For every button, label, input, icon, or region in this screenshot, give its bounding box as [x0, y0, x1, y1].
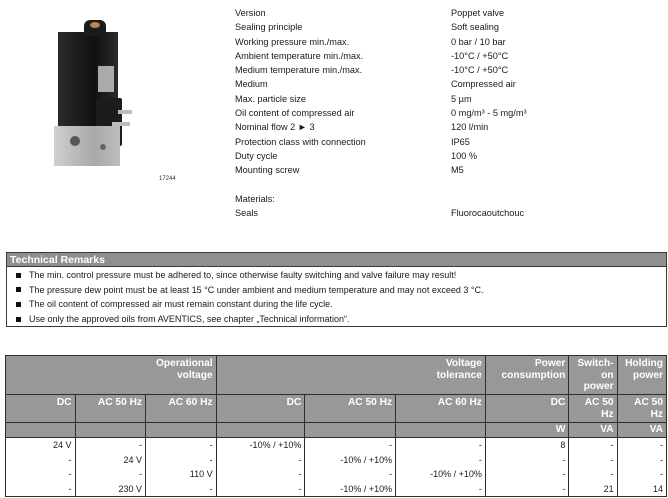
unit-cell — [396, 423, 486, 438]
remark-item — [7, 268, 666, 283]
remark-text: Use only the approved oils from AVENTICS, see chapter „Technical information“. — [29, 313, 350, 324]
unit-cell: VA — [569, 423, 617, 438]
table-cell: 24 V — [75, 453, 146, 468]
table-cell: 230 V — [75, 482, 146, 497]
table-cell: - — [485, 482, 568, 497]
table-cell: - — [485, 453, 568, 468]
table-unit-row — [6, 423, 667, 438]
table-cell: - — [146, 453, 217, 468]
unit-cell — [6, 423, 76, 438]
spec-value: M5 — [451, 165, 464, 176]
spec-label: Mounting screw — [235, 165, 300, 176]
spec-label: Medium — [235, 79, 268, 90]
remark-text: The pressure dew point must be at least 15 °C under ambient and medium temperature and may not exceed 3 °C. — [29, 284, 484, 295]
table-cell: - — [569, 453, 617, 468]
unit-cell — [305, 423, 396, 438]
table-cell: - — [569, 467, 617, 482]
spacer — [235, 178, 651, 192]
spec-value: 0 mg/m³ - 5 mg/m³ — [451, 108, 527, 119]
table-cell: 8 — [485, 438, 568, 453]
valve-port-top — [90, 22, 100, 28]
spec-value: 5 µm — [451, 93, 472, 104]
table-row — [6, 453, 667, 468]
table-cell: - — [216, 482, 305, 497]
subheader: DC — [216, 395, 305, 423]
header-holding-power: Holding power — [617, 356, 666, 395]
table-cell: - — [485, 467, 568, 482]
connector-pin — [118, 110, 132, 114]
valve-port — [70, 136, 80, 146]
spec-value: Compressed air — [451, 79, 516, 90]
table-row — [6, 438, 667, 453]
valve-port — [100, 144, 106, 150]
spec-value: Fluorocaoutchouc — [451, 208, 525, 219]
spec-label: Working pressure min./max. — [235, 36, 350, 47]
subheader: AC 50 Hz — [617, 395, 666, 423]
spec-label: Sealing principle — [235, 22, 303, 33]
spec-label: Max. particle size — [235, 93, 306, 104]
spec-row — [235, 6, 651, 20]
subheader: AC 60 Hz — [146, 395, 217, 423]
table-row — [6, 482, 667, 497]
technical-remarks — [6, 252, 667, 327]
table-cell: - — [146, 438, 217, 453]
table-cell: - — [305, 467, 396, 482]
spec-row — [235, 106, 651, 120]
header-voltage-tolerance: Voltage tolerance — [216, 356, 485, 395]
table-cell: - — [305, 438, 396, 453]
remark-item — [7, 283, 666, 298]
remarks-list — [7, 267, 666, 326]
unit-cell: W — [485, 423, 568, 438]
unit-cell — [216, 423, 305, 438]
spec-value: Soft sealing — [451, 22, 500, 33]
spec-row — [235, 120, 651, 134]
table-cell: -10% / +10% — [216, 438, 305, 453]
remarks-title: Technical Remarks — [7, 253, 666, 267]
materials-heading: Materials: — [235, 193, 275, 204]
remark-item — [7, 312, 666, 327]
spec-value: IP65 — [451, 136, 470, 147]
spec-value: 100 % — [451, 150, 478, 161]
table-group-header-row — [6, 356, 667, 395]
specs-list — [235, 6, 651, 220]
spec-row — [235, 77, 651, 91]
table-cell: -10% / +10% — [305, 453, 396, 468]
table-cell: 24 V — [6, 438, 76, 453]
remark-text: The oil content of compressed air must remain constant during the life cycle. — [29, 299, 333, 310]
table-cell: - — [75, 467, 146, 482]
table-cell: - — [396, 438, 486, 453]
bullet-square-icon — [16, 317, 21, 322]
table-cell: - — [6, 467, 76, 482]
spec-value: -10°C / +50°C — [451, 50, 509, 61]
bullet-square-icon — [16, 287, 21, 292]
spec-row — [235, 49, 651, 63]
spec-label: Medium temperature min./max. — [235, 65, 363, 76]
unit-cell — [146, 423, 217, 438]
solenoid-valve-image — [40, 18, 145, 168]
spec-row — [235, 92, 651, 106]
table-subheader-row — [6, 395, 667, 423]
table-cell: - — [146, 482, 217, 497]
unit-cell: VA — [617, 423, 666, 438]
spec-row — [235, 35, 651, 49]
spec-row — [235, 163, 651, 177]
remark-item — [7, 297, 666, 312]
table-cell: - — [216, 453, 305, 468]
remark-text: The min. control pressure must be adhered to, since otherwise faulty switching and valve failure may result! — [29, 270, 457, 280]
header-operational-voltage: Operational voltage — [6, 356, 217, 395]
spec-row — [235, 63, 651, 77]
valve-base — [54, 126, 120, 166]
spec-label: Oil content of compressed air — [235, 108, 355, 119]
table-row — [6, 467, 667, 482]
spec-label: Ambient temperature min./max. — [235, 50, 364, 61]
table-cell: - — [396, 482, 486, 497]
subheader: AC 50 Hz — [569, 395, 617, 423]
table-cell: 110 V — [146, 467, 217, 482]
table-cell: 14 — [617, 482, 666, 497]
spec-value: Poppet valve — [451, 8, 505, 18]
materials-heading-row — [235, 192, 651, 206]
bullet-square-icon — [16, 273, 21, 278]
header-power-consumption: Power consumption — [485, 356, 568, 395]
spec-value: 0 bar / 10 bar — [451, 36, 506, 47]
table-cell: - — [617, 467, 666, 482]
spec-row — [235, 149, 651, 163]
table-cell: - — [216, 467, 305, 482]
subheader: AC 60 Hz — [396, 395, 486, 423]
spec-value: 120 l/min — [451, 122, 489, 133]
valve-label — [98, 66, 114, 92]
table-cell: - — [617, 453, 666, 468]
subheader: AC 50 Hz — [75, 395, 146, 423]
spec-row — [235, 135, 651, 149]
electrical-data-table — [5, 355, 667, 497]
spec-label: Seals — [235, 208, 258, 219]
spec-label: Nominal flow 2 ► 3 — [235, 122, 315, 133]
table-cell: - — [396, 453, 486, 468]
subheader: AC 50 Hz — [305, 395, 396, 423]
table-cell: - — [6, 453, 76, 468]
spec-label: Duty cycle — [235, 150, 278, 161]
table-cell: - — [6, 482, 76, 497]
table-cell: - — [617, 438, 666, 453]
spec-label: Version — [235, 8, 266, 18]
bullet-square-icon — [16, 302, 21, 307]
table-cell: -10% / +10% — [396, 467, 486, 482]
table-cell: - — [569, 438, 617, 453]
image-code: 17244 — [159, 176, 176, 182]
subheader: DC — [6, 395, 76, 423]
unit-cell — [75, 423, 146, 438]
subheader: DC — [485, 395, 568, 423]
header-switch-on-power: Switch-on power — [569, 356, 617, 395]
spec-row — [235, 20, 651, 34]
table-cell: - — [75, 438, 146, 453]
table-cell: 21 — [569, 482, 617, 497]
spec-row — [235, 206, 651, 220]
table-cell: -10% / +10% — [305, 482, 396, 497]
spec-value: -10°C / +50°C — [451, 65, 509, 76]
spec-label: Protection class with connection — [235, 136, 366, 147]
